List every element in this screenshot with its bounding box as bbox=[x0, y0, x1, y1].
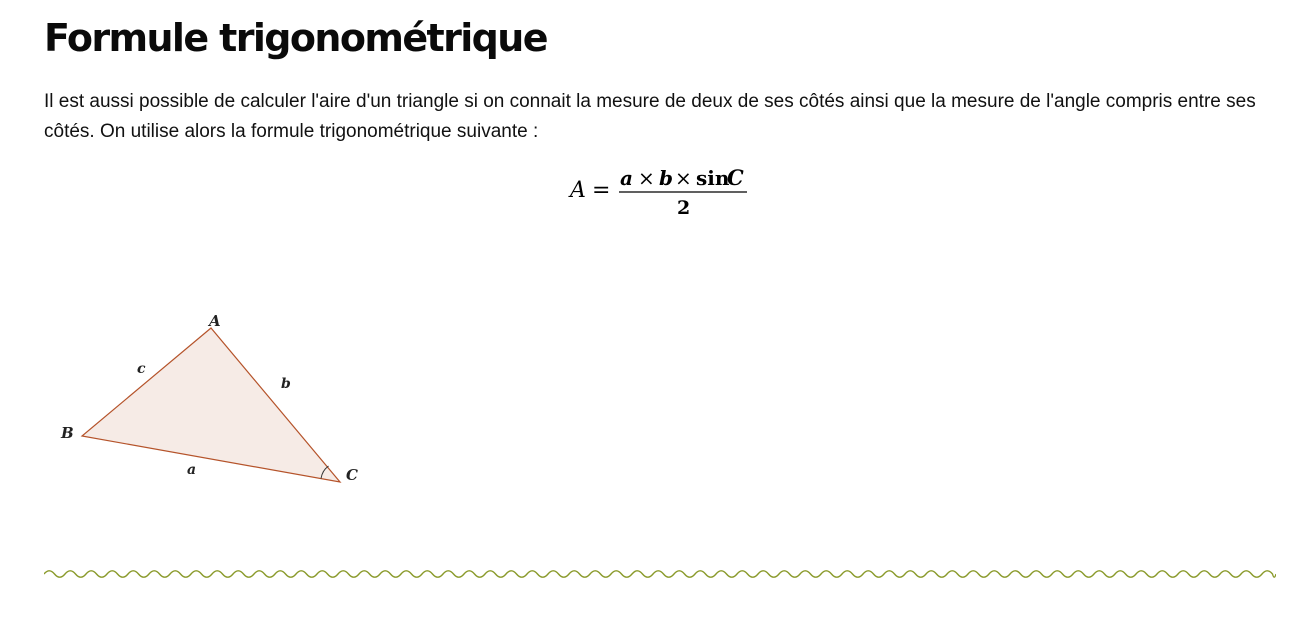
side-label-c: c bbox=[137, 361, 146, 377]
formula-equals: = bbox=[592, 178, 611, 203]
formula-times-2: × bbox=[675, 166, 692, 190]
area-formula bbox=[520, 160, 800, 222]
formula-times-1: × bbox=[638, 166, 655, 190]
wavy-line bbox=[44, 571, 1276, 577]
formula-denominator: 2 bbox=[677, 197, 691, 219]
formula-sin: sin bbox=[696, 166, 730, 190]
vertex-label-A: A bbox=[209, 312, 221, 330]
side-label-b: b bbox=[281, 376, 291, 392]
formula-lhs: A bbox=[570, 178, 586, 203]
page-title: Formule trigonométrique bbox=[44, 16, 547, 60]
vertex-label-C: C bbox=[346, 466, 358, 484]
side-label-a: a bbox=[187, 462, 197, 478]
formula-numerator-C: C bbox=[727, 165, 744, 190]
formula-numerator-b: b bbox=[659, 166, 673, 190]
triangle-shape bbox=[82, 328, 340, 482]
wavy-divider bbox=[44, 564, 1276, 584]
formula-numerator-a: a bbox=[620, 166, 633, 190]
triangle-figure bbox=[40, 300, 380, 500]
intro-paragraph: Il est aussi possible de calculer l'aire d'un triangle si on connait la mesure de deux de ses côtés ainsi que la mesure de l'angle compris entre ses côtés. On utilise alors la formule trigonométrique suivante : bbox=[44, 91, 1256, 142]
vertex-label-B: B bbox=[61, 424, 74, 442]
